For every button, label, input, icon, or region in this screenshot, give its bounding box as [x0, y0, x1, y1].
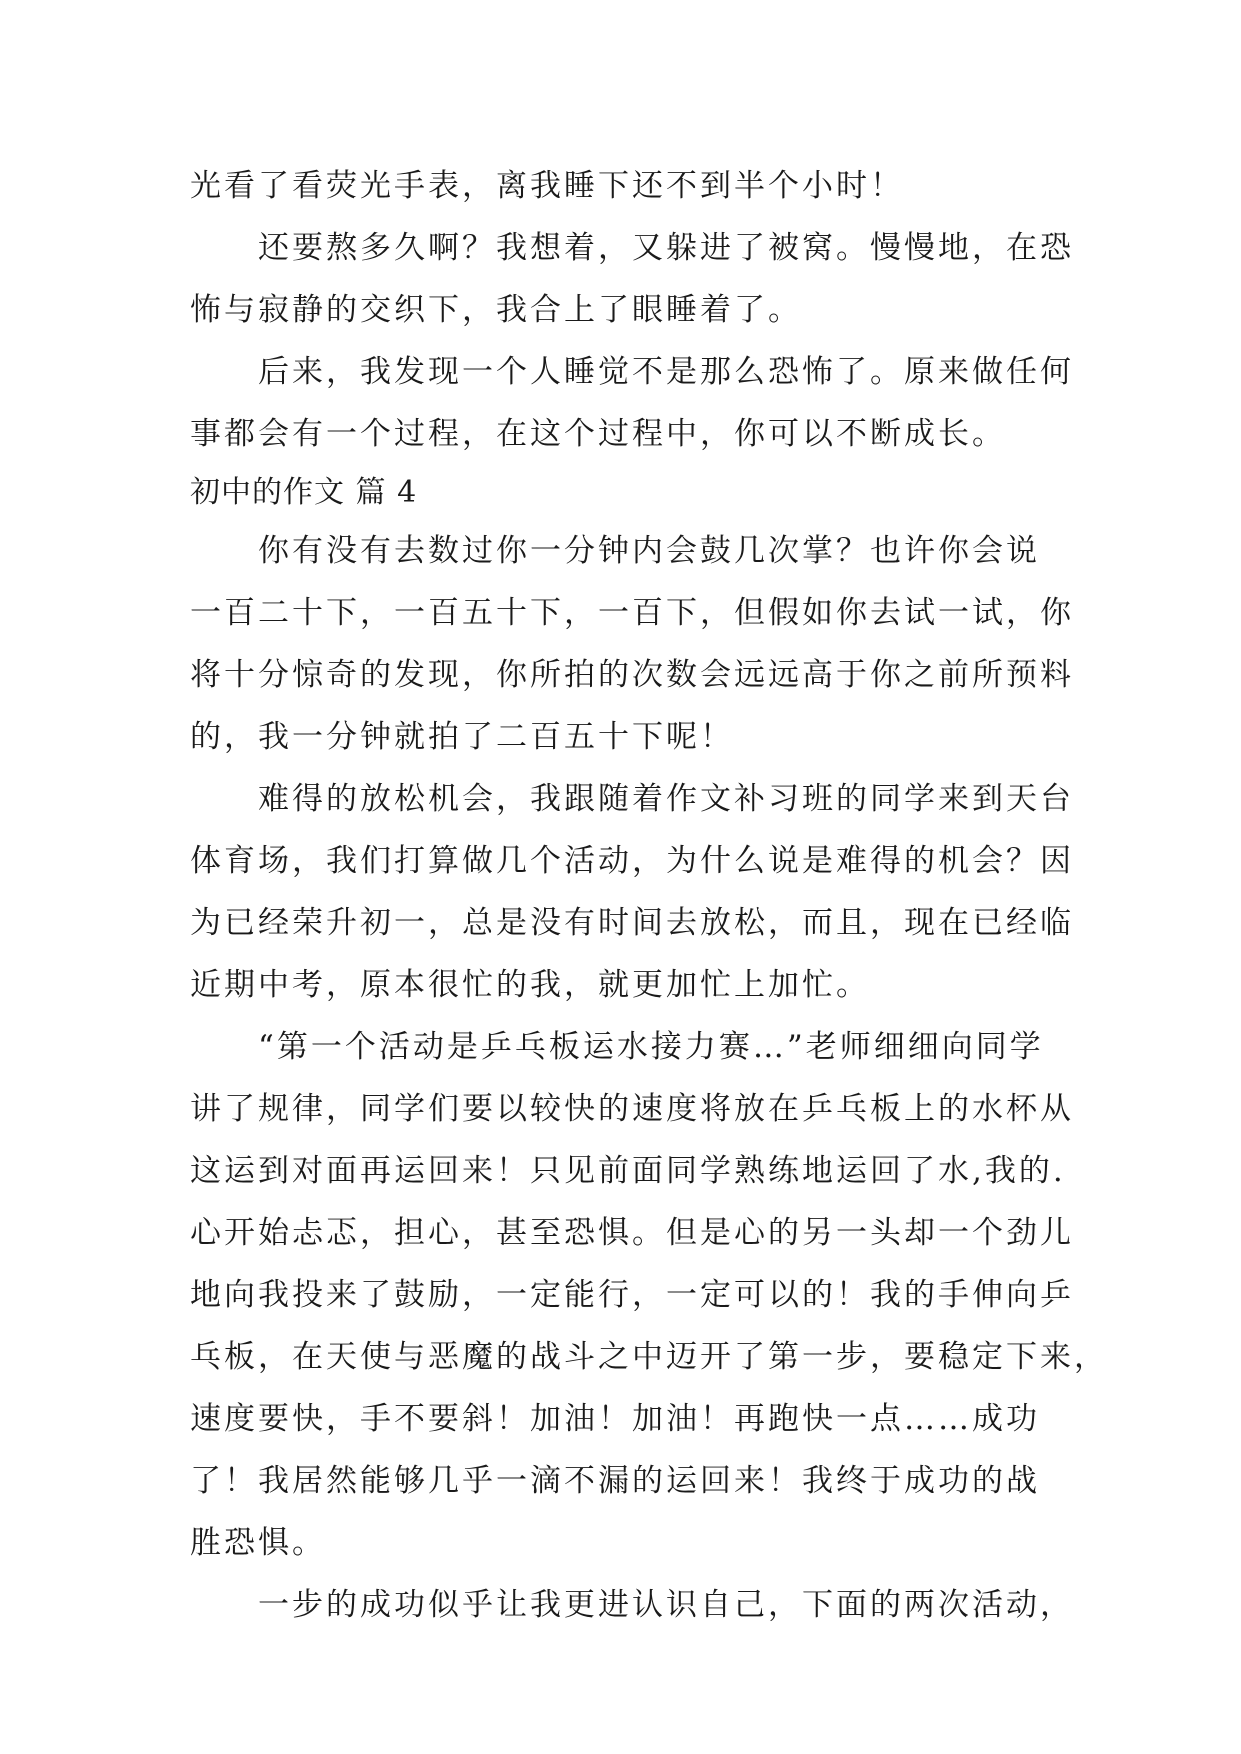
text-line: 光看了看荧光手表，离我睡下还不到半个小时！	[190, 168, 904, 204]
text-line: 这运到对面再运回来！只见前面同学熟练地运回了水,我的.	[190, 1153, 1066, 1189]
text-line: 近期中考，原本很忙的我，就更加忙上加忙。	[190, 967, 870, 1003]
text-line: 怖与寂静的交织下，我合上了眼睡着了。	[190, 292, 802, 328]
paragraph	[190, 1574, 1074, 1636]
text-line: 为已经荣升初一，总是没有时间去放松，而且，现在已经临	[190, 905, 1074, 941]
paragraph	[190, 1016, 1108, 1574]
text-line: 一百二十下，一百五十下，一百下，但假如你去试一试，你	[190, 595, 1074, 631]
text-line: 一步的成功似乎让我更进认识自己，下面的两次活动，	[258, 1587, 1074, 1623]
text-line: 的，我一分钟就拍了二百五十下呢！	[190, 719, 734, 755]
text-line: 事都会有一个过程，在这个过程中，你可以不断成长。	[190, 416, 1006, 452]
text-line: 了！我居然能够几乎一滴不漏的运回来！我终于成功的战	[190, 1463, 1040, 1499]
text-line: 速度要快，手不要斜！加油！加油！再跑快一点……成功	[190, 1401, 1040, 1437]
text-line: 地向我投来了鼓励，一定能行，一定可以的！我的手伸向乒	[190, 1277, 1074, 1313]
text-line: “第一个活动是乒乓板运水接力赛…”老师细细向同学	[258, 1029, 1044, 1065]
paragraph	[190, 768, 1074, 1016]
paragraph	[190, 341, 1074, 465]
text-line: 心开始忐忑，担心，甚至恐惧。但是心的另一头却一个劲儿	[190, 1215, 1074, 1251]
text-line: 将十分惊奇的发现，你所拍的次数会远远高于你之前所预料	[190, 657, 1074, 693]
text-line: 还要熬多久啊？我想着，又躲进了被窝。慢慢地，在恐	[258, 230, 1074, 266]
text-line: 体育场，我们打算做几个活动，为什么说是难得的机会？因	[190, 843, 1074, 879]
document-body	[190, 155, 1108, 1636]
text-line: 你有没有去数过你一分钟内会鼓几次掌？也许你会说	[258, 533, 1040, 569]
paragraph	[190, 520, 1074, 768]
text-line: 胜恐惧。	[190, 1525, 326, 1561]
text-line: 后来，我发现一个人睡觉不是那么恐怖了。原来做任何	[258, 354, 1074, 390]
paragraph	[190, 217, 1074, 341]
text-line: 难得的放松机会，我跟随着作文补习班的同学来到天台	[258, 781, 1074, 817]
text-line: 讲了规律，同学们要以较快的速度将放在乒乓板上的水杯从	[190, 1091, 1074, 1127]
text-line: 乓板，在天使与恶魔的战斗之中迈开了第一步，要稳定下来，	[190, 1339, 1108, 1375]
section-heading: 初中的作文 篇 4	[190, 475, 418, 510]
